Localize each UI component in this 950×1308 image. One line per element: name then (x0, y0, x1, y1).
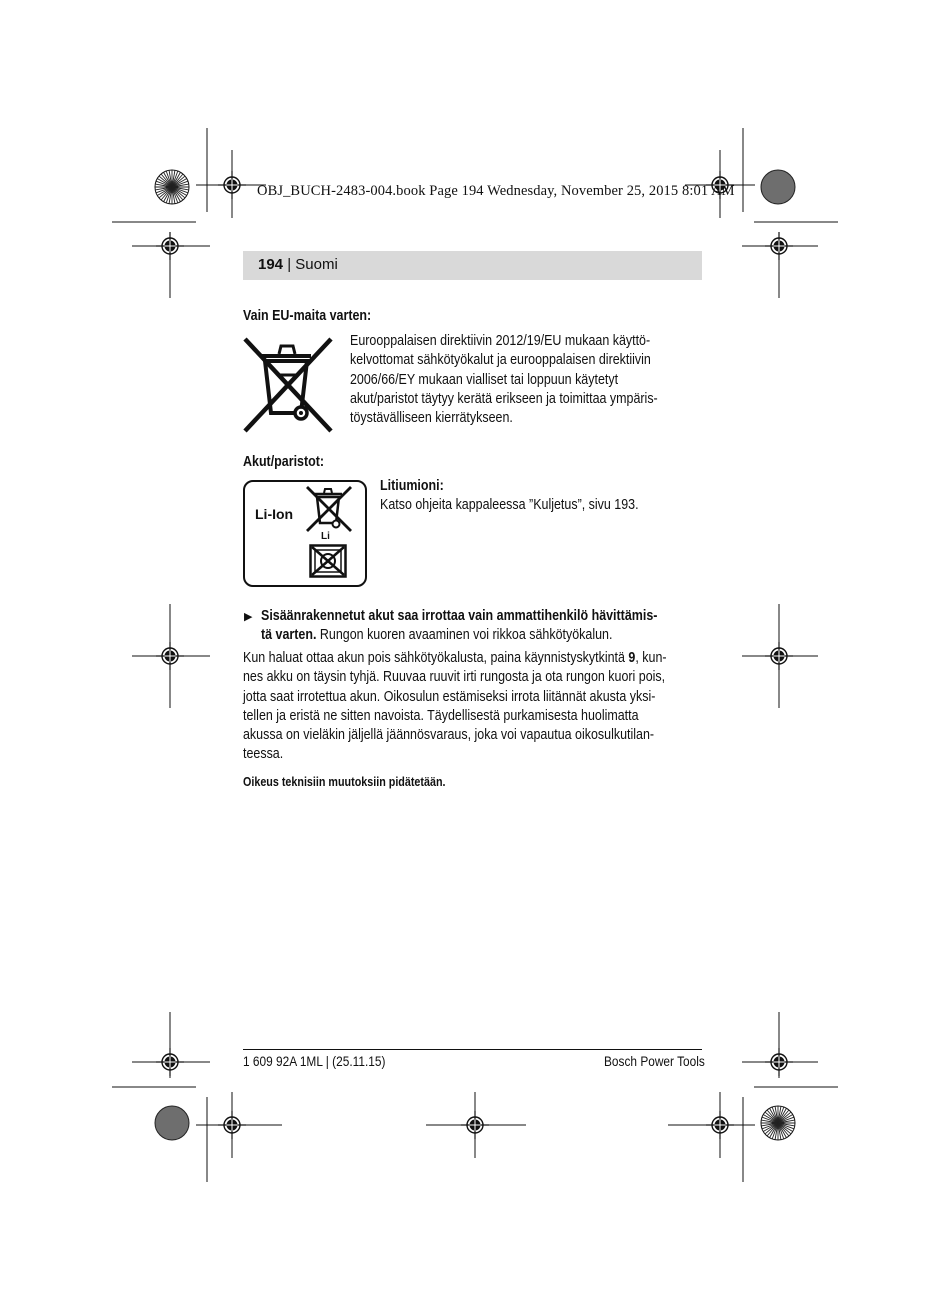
instruction-text: Kun haluat ottaa akun pois sähkötyökalusta, paina käynnistyskytkintä (243, 650, 629, 666)
battery-heading: Akut/paristot: (243, 454, 325, 470)
warning-line-2 (261, 626, 657, 645)
eu-line: kelvottomat sähkötyökalut ja eurooppalaisen direktiivin (350, 352, 651, 369)
instruction-line: tellen ja eristä ne sitten navoista. Täydellisestä purkamisesta huolimatta (243, 707, 639, 724)
warning-bullet-icon: ▶ (244, 611, 253, 623)
switch-reference-number: 9 (628, 650, 636, 666)
page-header (243, 251, 702, 280)
li-ion-battery-icon (243, 480, 367, 587)
eu-line: 2006/66/EY mukaan vialliset tai loppuun käytetyt (350, 371, 619, 388)
li-label: Li (321, 531, 330, 542)
li-ion-text-line: Katso ohjeita kappaleessa ”Kuljetus”, sivu 193. (380, 497, 639, 513)
footer-doc-number: 1 609 92A 1ML | (25.11.15) (243, 1054, 386, 1069)
removal-instructions (243, 649, 667, 765)
section-language: Suomi (295, 256, 338, 273)
li-ion-subheading: Litiumioni: (380, 478, 444, 494)
eu-line: töystävälliseen kierrätykseen. (350, 410, 513, 427)
footer-rule (243, 1049, 702, 1050)
instruction-line: teessa. (243, 746, 284, 763)
warning-normal-part: Rungon kuoren avaaminen voi rikkoa sähkötyökalun. (316, 627, 613, 644)
instruction-line: jotta saat irrotettua akun. Oikosulun estämiseksi irrota liitännät akusta yksi- (243, 688, 656, 705)
crossed-out-bin-small-icon (305, 485, 353, 535)
instruction-line: nes akku on täysin tyhjä. Ruuvaa ruuvit irti rungosta ja ota rungon kuori pois, (243, 669, 666, 686)
header-separator: | (283, 256, 296, 273)
li-ion-label: Li-Ion (255, 506, 294, 522)
eu-paragraph (350, 332, 658, 428)
battery-recycling-box-icon (309, 544, 347, 578)
crossed-out-wheelie-bin-icon (243, 337, 335, 433)
eu-line: akut/paristot täytyy kerätä erikseen ja toimittaa ympäris- (350, 390, 658, 407)
instruction-line: akussa on vieläkin jäljellä jäännösvaraus, joka voi vapautua oikosulkutilan- (243, 727, 655, 744)
instruction-text: , kun- (635, 650, 667, 666)
li-ion-text (380, 496, 639, 515)
page-number: 194 (258, 256, 284, 273)
warning-bold-part: tä varten. (261, 627, 317, 644)
file-slug-text: OBJ_BUCH-2483-004.book Page 194 Wednesday, November 25, 2015 8:01 AM (257, 183, 735, 199)
footer-brand: Bosch Power Tools (604, 1054, 705, 1069)
eu-line: Eurooppalaisen direktiivin 2012/19/EU mukaan käyttö- (350, 333, 651, 349)
instruction-line (243, 649, 667, 668)
rights-notice: Oikeus teknisiin muutoksiin pidätetään. (243, 775, 446, 789)
eu-heading: Vain EU-maita varten: (243, 308, 372, 324)
file-slug (257, 183, 735, 200)
warning-paragraph (261, 607, 657, 646)
warning-bold-line: Sisäänrakennetut akut saa irrottaa vain ammattihenkilö hävittämis- (261, 608, 658, 624)
